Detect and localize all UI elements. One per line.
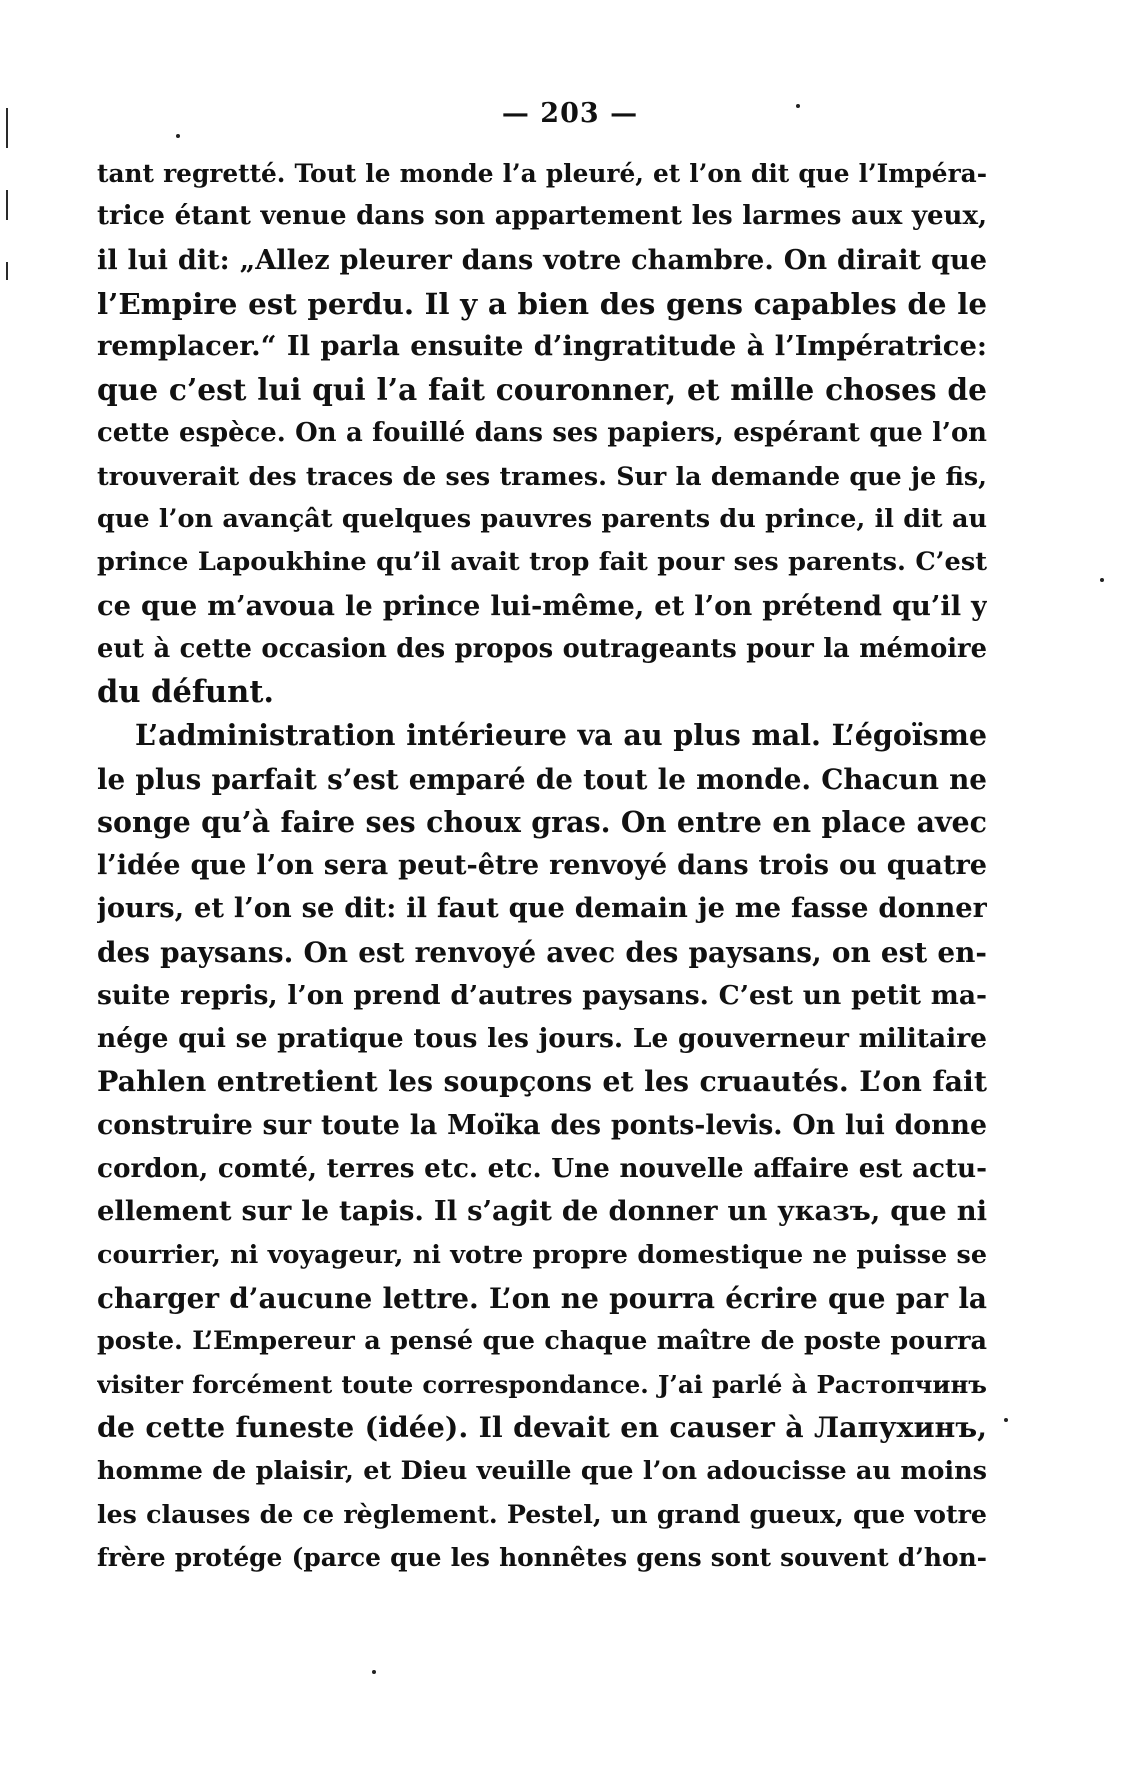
text-line: l’Empire est perdu. Il y a bien des gens capables de le bbox=[97, 285, 987, 321]
text-line: le plus parfait s’est emparé de tout le monde. Chacun ne bbox=[97, 762, 987, 796]
text-line: l’idée que l’on sera peut-être renvoyé dans trois ou quatre bbox=[97, 850, 987, 881]
text-line: charger d’aucune lettre. L’on ne pourra écrire que par la bbox=[97, 1281, 987, 1315]
ink-speck bbox=[1100, 578, 1104, 582]
text-line: frère protége (parce que les honnêtes gens sont souvent d’hon- bbox=[97, 1543, 987, 1572]
text-line: que c’est lui qui l’a fait couronner, et mille choses de bbox=[97, 372, 987, 408]
text-line: de cette funeste (idée). Il devait en causer à Лапухинъ, bbox=[97, 1410, 987, 1445]
text-line: trouverait des traces de ses trames. Sur la demande que je fis, bbox=[97, 460, 987, 491]
text-line: songe qu’à faire ses choux gras. On entre en place avec bbox=[97, 804, 987, 839]
text-line: visiter forcément toute correspondance. J’ai parlé à Растопчинъ bbox=[97, 1370, 987, 1399]
text-line: les clauses de ce règlement. Pestel, un grand gueux, que votre bbox=[97, 1498, 987, 1529]
text-line: il lui dit: „Allez pleurer dans votre chambre. On dirait que bbox=[97, 243, 987, 276]
text-line: courrier, ni voyageur, ni votre propre domestique ne puisse se bbox=[97, 1239, 987, 1270]
text-line: poste. L’Empereur a pensé que chaque maître de poste pourra bbox=[97, 1325, 987, 1356]
text-line: remplacer.“ Il parla ensuite d’ingratitude à l’Impératrice: bbox=[97, 330, 987, 362]
text-line: jours, et l’on se dit: il faut que demain je me fasse donner bbox=[97, 892, 987, 925]
text-line: eut à cette occasion des propos outrageants pour la mémoire bbox=[97, 633, 987, 664]
text-line: des paysans. On est renvoyé avec des paysans, on est en- bbox=[97, 935, 987, 969]
page-number: — 203 — bbox=[501, 98, 639, 129]
ink-speck bbox=[1004, 1418, 1008, 1422]
text-line: trice étant venue dans son appartement les larmes aux yeux, bbox=[97, 201, 987, 232]
text-line: homme de plaisir, et Dieu veuille que l’on adoucisse au moins bbox=[97, 1455, 987, 1486]
text-line: construire sur toute la Moïka des ponts-levis. On lui donne bbox=[97, 1109, 987, 1141]
scan-edge-mark bbox=[6, 262, 8, 280]
ink-speck bbox=[176, 134, 180, 138]
text-line: ce que m’avoua le prince lui-même, et l’on prétend qu’il y bbox=[97, 589, 987, 622]
paragraph-1 bbox=[97, 152, 987, 714]
ink-speck bbox=[372, 1670, 376, 1674]
text-line: Pahlen entretient les soupçons et les cruautés. L’on fait bbox=[97, 1064, 987, 1099]
body-text bbox=[97, 152, 987, 1579]
paragraph-2 bbox=[97, 714, 987, 1579]
scan-edge-mark bbox=[6, 190, 8, 220]
text-line: tant regretté. Tout le monde l’a pleuré, et l’on dit que l’Impéra- bbox=[97, 159, 987, 188]
text-line: cette espèce. On a fouillé dans ses papiers, espérant que l’on bbox=[97, 417, 987, 448]
text-line: prince Lapoukhine qu’il avait trop fait pour ses parents. C’est bbox=[97, 547, 987, 578]
text-line: cordon, comté, terres etc. etc. Une nouvelle affaire est actu- bbox=[97, 1152, 987, 1184]
text-line: ellement sur le tapis. Il s’agit de donner un указъ, que ni bbox=[97, 1195, 987, 1227]
text-line: nége qui se pratique tous les jours. Le gouverneur militaire bbox=[97, 1023, 987, 1054]
text-line: du défunt. bbox=[97, 674, 275, 710]
text-line: suite repris, l’on prend d’autres paysans. C’est un petit ma- bbox=[97, 979, 987, 1011]
text-line: L’administration intérieure va au plus mal. L’égoïsme bbox=[135, 718, 987, 753]
text-line: que l’on avançât quelques pauvres parents du prince, il dit au bbox=[97, 504, 987, 534]
